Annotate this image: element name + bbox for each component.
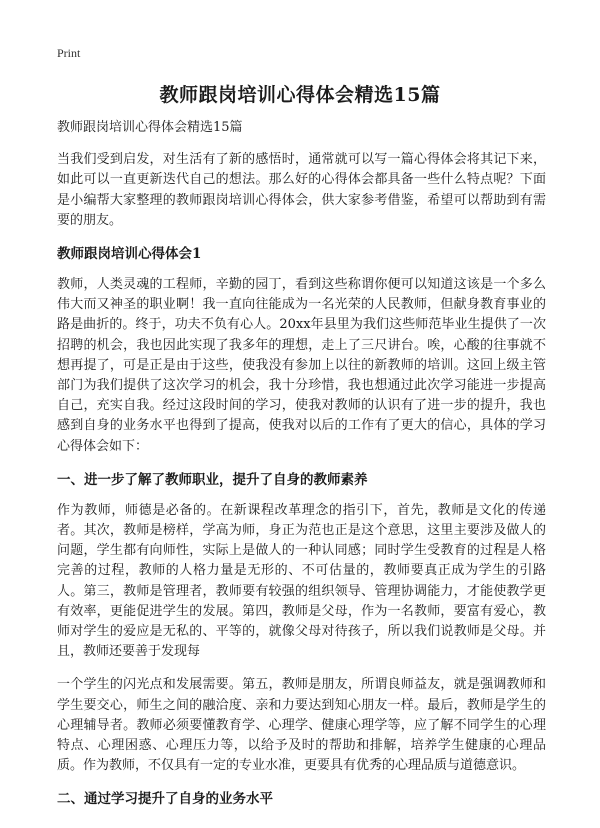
section-heading-1: 教师跟岗培训心得体会1 [57, 246, 202, 263]
section1-paragraph: 教师，人类灵魂的工程师，辛勤的园丁，看到这些称谓你便可以知道这该是一个多么伟大而又神圣的职业啊！我一直向往能成为一名光荣的人民教师，但献身教育事业的路是曲折的。终于，功夫不负有心人。20xx年县里为我们这些师范毕业生提供了一次招聘的机会，我也因此实现了我多年的理想，走上了三尺讲台。唉，心酸的往事就不想再提了，可是正是由于这些，使我没有参加上以往的新教师的培训。这回上级主管部门为我们提供了这次学习的机会，我十分珍惜，我也想通过此次学习能进一步提高自己，充实自我。经过这段时间的学习，使我对教师的认识有了进一步的提升，我也感到自身的业务水平也得到了提高，使我对以后的工作有了更大的信心，具体的学习心得体会如下： [57, 277, 546, 454]
print-link[interactable]: Print [57, 46, 81, 60]
subheading-1: 一、进一步了解了教师职业，提升了自身的教师素养 [57, 471, 368, 488]
intro-paragraph: 当我们受到启发，对生活有了新的感悟时，通常就可以写一篇心得体会将其记下来，如此可以一直更新迭代自己的想法。那么好的心得体会都具备一些什么特点呢？下面是小编帮大家整理的教师跟岗培训心得体会，供大家参考借鉴，希望可以帮助到有需要的朋友。 [57, 152, 546, 228]
page-title: 教师跟岗培训心得体会精选15篇 [159, 84, 441, 106]
document-subtitle: 教师跟岗培训心得体会精选15篇 [57, 120, 243, 135]
document-body [57, 118, 546, 820]
subheading-2: 二、通过学习提升了自身的业务水平 [57, 791, 273, 808]
paragraph-teacher-roles: 作为教师，师德是必备的。在新课程改革理念的指引下，首先，教师是文化的传递者。其次，教师是榜样，学高为师，身正为范也正是这个意思，这里主要涉及做人的问题，学生都有向师性，实际上是做人的一种认同感；同时学生受教育的过程是人格完善的过程，教师的人格力量是无形的、不可估量的，教师要真正成为学生的引路人。第三，教师是管理者，教师要有较强的组织领导、管理协调能力，才能使教学更有效率，更能促进学生的发展。第四，教师是父母，作为一名教师，要富有爱心，教师对学生的爱应是无私的、平等的，就像父母对待孩子，所以我们说教师是父母。并且，教师还要善于发现每 [57, 502, 546, 660]
paragraph-teacher-roles-cont: 一个学生的闪光点和发展需要。第五，教师是朋友，所谓良师益友，就是强调教师和学生要交心，师生之间的融洽度、亲和力要达到知心朋友一样。最后，教师是学生的心理辅导者。教师必须要懂教育学、心理学、健康心理学等，应了解不同学生的心理特点、心理困惑、心理压力等，以给予及时的帮助和排解，培养学生健康的心理品质。作为教师，不仅具有一定的专业水准，更要具有优秀的心理品质与道德意识。 [57, 677, 546, 774]
